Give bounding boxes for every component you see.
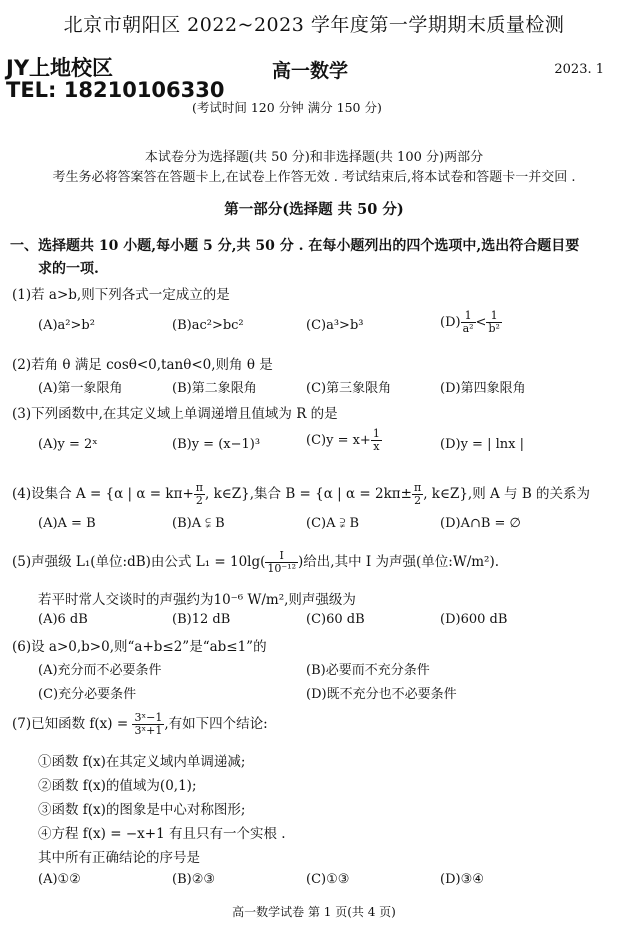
watermark-tel: TEL: 18210106330 [6, 78, 225, 102]
question-4-stem: (4)设集合 A = {α | α = kπ+ $\frac{\pi}{2}$ , k∈Z},集合 B = {α | α = 2kπ± $\frac{\pi}{2}$ , k∈Z},则 A 与 B 的关系为 [12, 481, 591, 507]
q7-conclusion-4: ④方程 f(x) = −x+1 有且只有一个实根 . [38, 826, 286, 842]
q6-option-b: (B)必要而不充分条件 [306, 663, 430, 678]
q1-option-b: (B)ac²>bc² [172, 318, 244, 333]
q4-option-c: (C)A ⫌ B [306, 516, 360, 531]
q2-option-c: (C)第三象限角 [306, 381, 392, 396]
q4-option-b: (B)A ⫋ B [172, 516, 225, 531]
q4-option-d: (D)A∩B = ∅ [440, 516, 521, 531]
part-title: 第一部分(选择题 共 50 分) [224, 201, 404, 218]
question-5-stem: (5)声强级 L₁(单位:dB)由公式 L₁ = 10lg( $\frac{I}{\text{10⁻¹²}}$ )给出,其中 I 为声强(单位:W/m²). [12, 549, 500, 575]
q5-option-d: (D)600 dB [440, 612, 508, 627]
intro-line-2: 考生务必将答案答在答题卡上,在试卷上作答无效 . 考试结束后,将本试卷和答题卡一并交回 . [52, 170, 576, 185]
question-5-line-2: 若平时常人交谈时的声强约为10⁻⁶ W/m²,则声强级为 [38, 592, 356, 608]
question-6-stem: (6)设 a>0,b>0,则“a+b≤2”是“ab≤1”的 [12, 639, 267, 655]
exam-info: (考试时间 120 分钟 满分 150 分) [192, 100, 382, 115]
q5-option-c: (C)60 dB [306, 612, 365, 627]
question-7-stem: (7)已知函数 f(x) = $\frac{\text{3ˣ−1}}{\text{3ˣ+1}}$ ,有如下四个结论: [12, 711, 268, 737]
question-2-stem: (2)若角 θ 满足 cosθ<0,tanθ<0,则角 θ 是 [12, 357, 273, 373]
q3-option-a: (A)y = 2ˣ [38, 437, 98, 452]
exam-title: 北京市朝阳区 2022~2023 学年度第一学期期末质量检测 [63, 14, 565, 36]
watermark-school: JY上地校区 [6, 56, 114, 80]
q4-option-a: (A)A = B [38, 516, 96, 531]
q7-option-d: (D)③④ [440, 872, 484, 887]
section-heading-cont: 求的一项. [38, 261, 99, 277]
q1-option-c: (C)a³>b³ [306, 318, 364, 333]
q5-option-b: (B)12 dB [172, 612, 231, 627]
q1-option-a: (A)a²>b² [38, 318, 95, 333]
q7-conclusion-3: ③函数 f(x)的图象是中心对称图形; [38, 802, 246, 818]
section-heading: 一、选择题共 10 小题,每小题 5 分,共 50 分 . 在每小题列出的四个选项中,选出符合题目要 [10, 238, 580, 254]
q2-option-a: (A)第一象限角 [38, 381, 123, 396]
q3-option-d: (D)y = | lnx | [440, 437, 524, 452]
q3-option-c: (C)y = x+ $\frac{1}{x}$ [306, 427, 380, 453]
q2-option-d: (D)第四象限角 [440, 381, 526, 396]
question-3-stem: (3)下列函数中,在其定义域上单调递增且值域为 R 的是 [12, 406, 338, 422]
q2-option-b: (B)第二象限角 [172, 381, 257, 396]
q6-option-c: (C)充分必要条件 [38, 687, 137, 702]
q7-conclusion-2: ②函数 f(x)的值域为(0,1); [38, 778, 197, 794]
exam-date: 2023. 1 [554, 62, 604, 77]
q3-option-b: (B)y = (x−1)³ [172, 437, 261, 452]
q1-option-d: (D) $\frac{1}{\text{a²}}$ < $\frac{1}{\text{b²}}$ [440, 309, 500, 335]
q6-option-a: (A)充分而不必要条件 [38, 663, 162, 678]
page-footer: 高一数学试卷 第 1 页(共 4 页) [232, 905, 396, 919]
question-1-stem: (1)若 a>b,则下列各式一定成立的是 [12, 287, 230, 303]
q7-option-a: (A)①② [38, 872, 81, 887]
q7-ask: 其中所有正确结论的序号是 [38, 850, 200, 866]
q6-option-d: (D)既不充分也不必要条件 [306, 687, 457, 702]
q5-option-a: (A)6 dB [38, 612, 88, 627]
q7-conclusion-1: ①函数 f(x)在其定义域内单调递减; [38, 754, 246, 770]
subject-title: 高一数学 [272, 60, 349, 82]
q7-option-b: (B)②③ [172, 872, 216, 887]
intro-line-1: 本试卷分为选择题(共 50 分)和非选择题(共 100 分)两部分 [144, 150, 484, 165]
q7-option-c: (C)①③ [306, 872, 350, 887]
